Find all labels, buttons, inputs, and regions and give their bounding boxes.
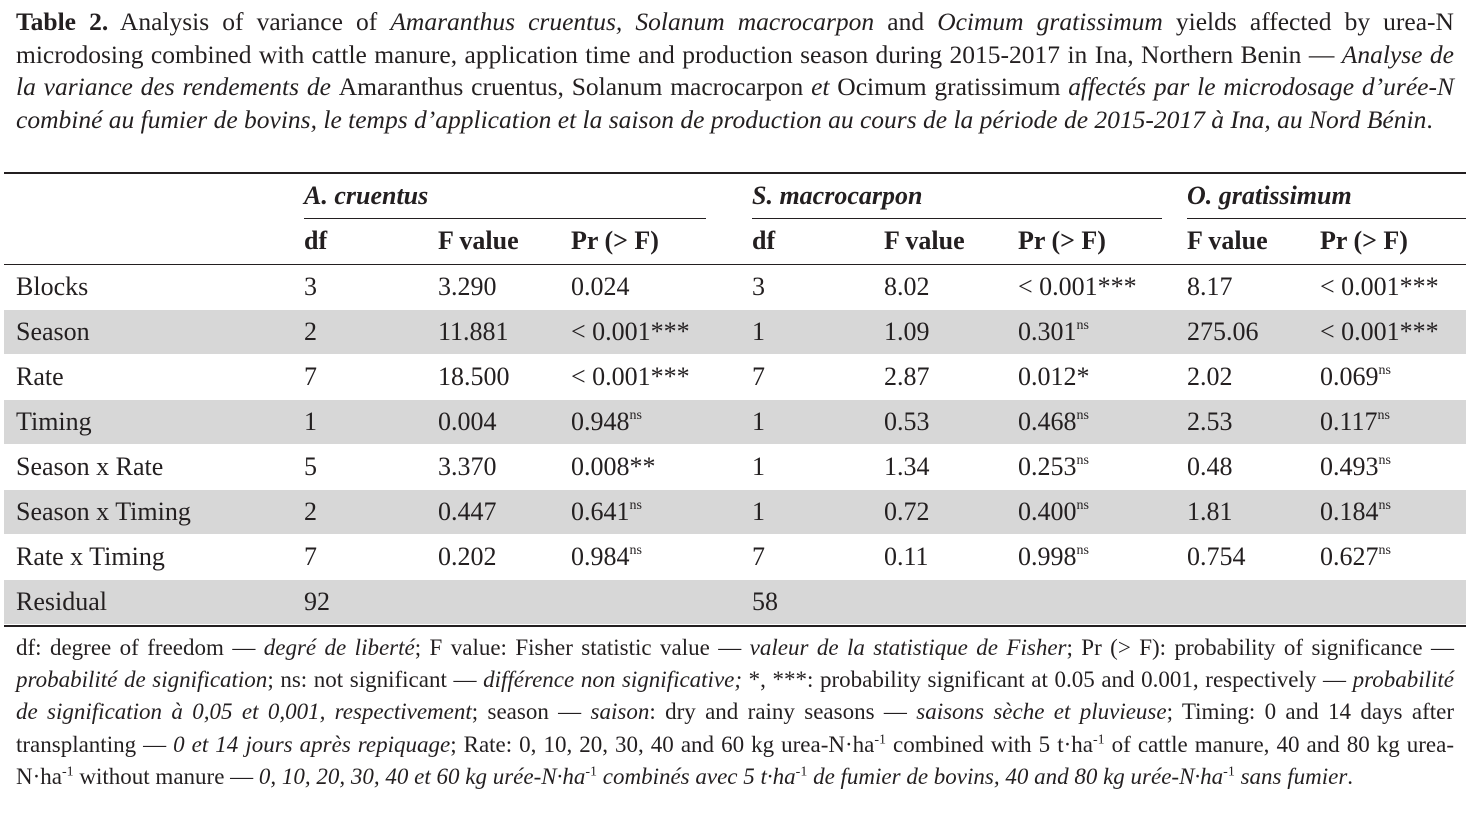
species-underline-a-cruentus [304, 218, 706, 219]
caption-text: yields affected by urea-N microdosing combined with cattle manure, application time and production season during 2015-2017 in Ina, Northern Benin — [16, 7, 1454, 69]
table-cell [304, 362, 317, 392]
row-shading [4, 400, 1466, 444]
cell-value: 0.117 [1320, 407, 1378, 436]
cell-value: 0.53 [884, 407, 930, 436]
cell-value: 0.627 [1320, 542, 1379, 571]
table-caption [16, 6, 1454, 136]
table-cell [1187, 272, 1233, 302]
significance-superscript: ns [629, 543, 642, 558]
table-cell [438, 407, 497, 437]
table-cell [752, 587, 778, 617]
row-shading [4, 580, 1466, 624]
table-cell [884, 317, 930, 347]
table-cell [304, 587, 330, 617]
table-cell [438, 317, 509, 347]
row-label: Residual [16, 587, 107, 616]
table-cell [884, 497, 930, 527]
footnote-french: 0 et 14 jours après repiquage [173, 731, 451, 757]
table-cell [438, 272, 497, 302]
row-label: Blocks [16, 272, 89, 301]
column-header: F value [884, 226, 965, 255]
table-cell [752, 542, 765, 572]
footnote-superscript: -1 [61, 764, 74, 780]
footnote-french: différence non significative; [483, 667, 743, 693]
table-cell [571, 272, 630, 302]
table-cell [1187, 362, 1233, 392]
cell-value: 0.069 [1320, 362, 1379, 391]
table-cell [884, 272, 930, 302]
cell-value: 0.004 [438, 407, 497, 436]
cell-value: 1 [752, 497, 765, 526]
significance-superscript: ns [1076, 318, 1089, 333]
cell-value: 7 [304, 362, 317, 391]
cell-value: 1 [304, 407, 317, 436]
table-cell [438, 362, 510, 392]
species-underline-o-gratissimum [1187, 218, 1466, 219]
footnote-text: ; F value: Fisher statistic value — [414, 635, 750, 660]
caption-french-text: affectés par le microdosage d’urée-N combiné au fumier de bovins, le temps d’application et la saison de production au cours de la période de 2015-2017 à Ina, au Nord Bénin [16, 72, 1454, 134]
column-header: Pr (> F) [571, 226, 659, 255]
significance-superscript: ns [1076, 453, 1089, 468]
cell-value: 0.468 [1018, 407, 1077, 436]
header-bottom-rule [4, 264, 1466, 265]
cell-value: 2.87 [884, 362, 930, 391]
cell-value: 0.948 [571, 407, 630, 436]
footnote-text: combined with 5 t·ha [886, 731, 1093, 757]
table-cell [752, 317, 765, 347]
footnote-text: *, ***: probability significant at 0.05 and 0.001, respectively — [742, 667, 1353, 693]
table-cell [1018, 452, 1089, 482]
footnote-superscript: -1 [585, 764, 598, 780]
caption-french-text: Analyse de la variance des rendements de [16, 39, 1454, 102]
cell-value: 8.02 [884, 272, 930, 301]
significance-superscript: ns [1378, 543, 1391, 558]
cell-value: 0.301 [1018, 317, 1077, 346]
significance-superscript: ns [1076, 408, 1089, 423]
cell-value: 0.008** [571, 452, 656, 481]
cell-value: 0.400 [1018, 497, 1077, 526]
cell-value: 58 [752, 587, 778, 616]
table-cell [571, 452, 656, 482]
row-label: Rate [16, 362, 64, 391]
row-label: Season [16, 317, 90, 346]
table-cell [884, 407, 930, 437]
caption-end: . [1426, 104, 1433, 134]
cell-value: 7 [752, 362, 765, 391]
significance-superscript: ns [1076, 543, 1089, 558]
cell-value: 0.72 [884, 497, 930, 526]
table-cell [1018, 497, 1089, 527]
cell-value: 3.290 [438, 272, 497, 301]
footnote-text: : dry and rainy seasons — [649, 699, 917, 725]
cell-value: 5 [304, 452, 317, 481]
footnote-text: ; ns: not significant — [267, 667, 484, 693]
footnote-text: ; Timing: 0 and 14 days after transplanting — [16, 699, 1454, 757]
cell-value: 0.493 [1320, 452, 1379, 481]
row-label: Season x Rate [16, 452, 164, 481]
footnote-french: sans fumier [1234, 763, 1348, 789]
table-cell [1320, 497, 1391, 527]
significance-superscript: ns [1076, 498, 1089, 513]
table-cell [438, 542, 497, 572]
significance-superscript: ns [1378, 498, 1391, 513]
table-cell [1320, 407, 1390, 437]
cell-value: 0.48 [1187, 452, 1233, 481]
cell-value: 92 [304, 587, 330, 616]
cell-value: 2 [304, 317, 317, 346]
table-cell [884, 452, 930, 482]
table-cell [571, 407, 642, 437]
cell-value: < 0.001*** [571, 317, 690, 346]
cell-value: < 0.001*** [1320, 317, 1439, 346]
caption-french-species: Ocimum gratissimum [837, 72, 1061, 102]
species-header: A. cruentus [304, 181, 429, 210]
table-cell [752, 362, 765, 392]
table-cell [438, 452, 497, 482]
cell-value: 2.53 [1187, 407, 1233, 436]
footnote-french: 0, 10, 20, 30, 40 et 60 kg urée-N·ha [258, 763, 586, 789]
footnote-text: ; Rate: 0, 10, 20, 30, 40 and 60 kg urea-N·ha [450, 731, 875, 757]
cell-value: 0.184 [1320, 497, 1379, 526]
cell-value: 18.500 [438, 362, 510, 391]
cell-value: 0.447 [438, 497, 497, 526]
cell-value: 1.34 [884, 452, 930, 481]
footnote-superscript: -1 [1223, 764, 1235, 780]
table-cell [1018, 407, 1089, 437]
table-cell [752, 272, 765, 302]
caption-french-text: et [803, 72, 838, 102]
column-header: Pr (> F) [1018, 226, 1106, 255]
cell-value: 7 [752, 542, 765, 571]
table-cell [1187, 497, 1233, 527]
footnote-text: ; Pr (> F): probability of significance — [1066, 635, 1454, 660]
footnote-french: saisons sèche et pluvieuse [916, 699, 1167, 725]
significance-superscript: ns [1378, 363, 1391, 378]
cell-value: 0.754 [1187, 542, 1246, 571]
row-shading [4, 490, 1466, 534]
footnote-superscript: -1 [795, 764, 808, 780]
caption-french-species: Amaranthus cruentus, Solanum macrocarpon [338, 72, 804, 102]
caption-species-1: Amaranthus cruentus, Solanum macrocarpon [390, 7, 875, 36]
significance-superscript: ns [1378, 453, 1391, 468]
significance-superscript: ns [629, 498, 642, 513]
caption-text: and [874, 7, 938, 36]
cell-value: 0.202 [438, 542, 497, 571]
table-cell [752, 407, 765, 437]
column-header: df [304, 226, 328, 255]
row-label: Timing [16, 407, 92, 436]
footnote-french: valeur de la statistique de Fisher [749, 635, 1067, 660]
table-cell [1187, 317, 1259, 347]
column-header: F value [1187, 226, 1268, 255]
table-cell [1320, 317, 1439, 347]
table-cell [1018, 362, 1090, 392]
footnote-text: ; season — [471, 699, 591, 725]
table-cell [304, 272, 317, 302]
table-cell [1187, 452, 1233, 482]
footnote-text: without manure — [73, 763, 259, 789]
caption-label: Table 2. [16, 7, 109, 36]
footnote-superscript: -1 [1092, 731, 1105, 747]
table-cell [752, 452, 765, 482]
footnote-french: probabilité de signification à 0,05 et 0,001, respectivement [16, 667, 1455, 725]
table-cell [571, 497, 642, 527]
cell-value: 0.012* [1018, 362, 1090, 391]
species-header: S. macrocarpon [752, 181, 923, 210]
table-cell [304, 452, 317, 482]
footnote-french: saison [590, 699, 650, 725]
cell-value: 1 [752, 452, 765, 481]
cell-value: 0.998 [1018, 542, 1077, 571]
significance-superscript: ns [629, 408, 642, 423]
table-cell [1320, 452, 1391, 482]
table-cell [438, 497, 497, 527]
cell-value: 2 [304, 497, 317, 526]
cell-value: 1 [752, 407, 765, 436]
cell-value: 11.881 [438, 317, 509, 346]
cell-value: < 0.001*** [1018, 272, 1137, 301]
table-cell [1320, 542, 1391, 572]
column-header: Pr (> F) [1320, 226, 1408, 255]
cell-value: 0.11 [884, 542, 929, 571]
footnote-french: probabilité de signification [16, 667, 268, 693]
table-cell [884, 542, 929, 572]
cell-value: < 0.001*** [571, 362, 690, 391]
table-top-rule [4, 172, 1466, 174]
table-cell [884, 362, 930, 392]
significance-superscript: ns [1377, 408, 1390, 423]
cell-value: 0.024 [571, 272, 630, 301]
footnote-french: combinés avec 5 t·ha [597, 763, 796, 789]
cell-value: 1.09 [884, 317, 930, 346]
table-cell [1187, 542, 1246, 572]
cell-value: 3.370 [438, 452, 497, 481]
column-header: F value [438, 226, 519, 255]
cell-value: < 0.001*** [1320, 272, 1439, 301]
caption-text: Analysis of variance of [108, 7, 391, 36]
species-header: O. gratissimum [1187, 181, 1352, 210]
table-cell [1320, 362, 1391, 392]
row-label: Season x Timing [16, 497, 191, 526]
table-cell [571, 542, 642, 572]
cell-value: 0.641 [571, 497, 630, 526]
cell-value: 0.253 [1018, 452, 1077, 481]
footnote-superscript: -1 [874, 731, 887, 747]
cell-value: 8.17 [1187, 272, 1233, 301]
cell-value: 3 [304, 272, 317, 301]
table-footnote [16, 632, 1454, 793]
table-cell [1018, 272, 1137, 302]
table-cell [752, 497, 765, 527]
caption-species-3: Ocimum gratissimum [937, 7, 1163, 36]
table-cell [1320, 272, 1439, 302]
cell-value: 7 [304, 542, 317, 571]
table-cell [304, 497, 317, 527]
table-cell [1018, 542, 1089, 572]
footnote-text: . [1347, 763, 1354, 789]
row-label: Rate x Timing [16, 542, 165, 571]
table-cell [1018, 317, 1089, 347]
footnote-french: degré de liberté [263, 635, 415, 660]
cell-value: 3 [752, 272, 765, 301]
cell-value: 0.984 [571, 542, 630, 571]
table-cell [304, 407, 317, 437]
table-cell [304, 542, 317, 572]
table-cell [304, 317, 317, 347]
table-bottom-rule [4, 625, 1466, 627]
table-cell [571, 362, 690, 392]
footnote-text: df: degree of freedom — [16, 635, 264, 660]
cell-value: 1 [752, 317, 765, 346]
footnote-french: de fumier de bovins, 40 and 80 kg urée-N·ha [807, 763, 1224, 789]
cell-value: 1.81 [1187, 497, 1233, 526]
table-cell [1187, 407, 1233, 437]
footnote-text: of cattle manure, 40 and 80 kg urea-N·ha [16, 731, 1454, 789]
column-header: df [752, 226, 776, 255]
cell-value: 275.06 [1187, 317, 1259, 346]
species-underline-s-macrocarpon [752, 218, 1162, 219]
cell-value: 2.02 [1187, 362, 1233, 391]
table-cell [571, 317, 690, 347]
